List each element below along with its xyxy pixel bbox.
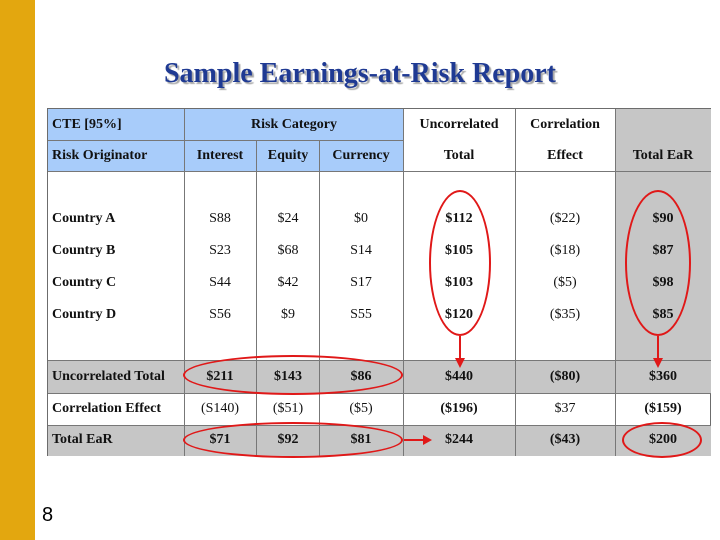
summary-total: $244 — [445, 432, 473, 447]
header-cte: CTE [95%] — [52, 117, 122, 132]
header-risk-category: Risk Category — [251, 117, 337, 132]
row-label: Country B — [52, 243, 116, 258]
page-number: 8 — [42, 504, 54, 526]
cell-currency: S14 — [350, 243, 372, 258]
summary-label: Total EaR — [52, 432, 113, 447]
cell-currency: S55 — [350, 307, 372, 322]
summary-ear: $360 — [649, 369, 677, 384]
header-effect: Effect — [547, 148, 583, 163]
header-total: Total — [443, 148, 475, 163]
summary-label: Correlation Effect — [52, 401, 161, 416]
header-interest: Interest — [196, 148, 244, 163]
summary-currency: ($5) — [349, 401, 373, 416]
cell-total: $103 — [445, 275, 473, 290]
cell-ear: $85 — [652, 307, 674, 322]
arrow-head — [653, 358, 663, 368]
header-correlation: Correlation — [530, 117, 600, 132]
slide-title: Sample Earnings-at-Risk Report — [163, 58, 556, 89]
summary-currency: $86 — [350, 369, 372, 384]
cell-equity: $68 — [277, 243, 299, 258]
cell-equity: $9 — [281, 307, 295, 322]
summary-label: Uncorrelated Total — [52, 369, 165, 384]
summary-equity: $92 — [277, 432, 299, 447]
cell-total: $105 — [445, 243, 473, 258]
summary-effect: ($43) — [549, 432, 581, 447]
cell-equity: $24 — [277, 211, 299, 226]
summary-effect: ($80) — [549, 369, 581, 384]
cell-effect: ($22) — [549, 211, 581, 226]
cell-effect: ($5) — [553, 275, 577, 290]
cell-ear: $90 — [652, 211, 674, 226]
summary-interest: $211 — [206, 369, 234, 384]
cell-effect: ($18) — [549, 243, 581, 258]
header-equity: Equity — [267, 148, 309, 163]
summary-interest: $71 — [209, 432, 231, 447]
summary-interest: (S140) — [200, 401, 240, 416]
summary-currency: $81 — [350, 432, 372, 447]
arrow-head — [455, 358, 465, 368]
cell-equity: $42 — [277, 275, 299, 290]
cell-effect: ($35) — [549, 307, 581, 322]
cell-currency: $0 — [354, 211, 368, 226]
header-risk-originator: Risk Originator — [52, 148, 148, 163]
cell-total: $112 — [445, 211, 473, 226]
header-currency: Currency — [332, 148, 390, 163]
row-label: Country C — [52, 275, 117, 290]
cell-ear: $87 — [652, 243, 674, 258]
row-label: Country A — [52, 211, 116, 226]
header-total-ear: Total EaR — [632, 148, 694, 163]
header-uncorrelated: Uncorrelated — [419, 117, 499, 132]
summary-ear: $200 — [649, 432, 677, 447]
cell-interest: S88 — [209, 211, 231, 226]
summary-equity: ($51) — [272, 401, 304, 416]
arrow-head — [423, 435, 432, 445]
cell-interest: S23 — [209, 243, 231, 258]
summary-total: ($196) — [440, 401, 478, 416]
cell-interest: S44 — [209, 275, 231, 290]
summary-ear: ($159) — [644, 401, 682, 416]
summary-total: $440 — [445, 369, 473, 384]
summary-effect: $37 — [554, 401, 576, 416]
cell-ear: $98 — [652, 275, 674, 290]
summary-equity: $143 — [274, 369, 302, 384]
cell-interest: S56 — [209, 307, 231, 322]
cell-total: $120 — [445, 307, 473, 322]
row-label: Country D — [52, 307, 117, 322]
cell-currency: S17 — [350, 275, 372, 290]
